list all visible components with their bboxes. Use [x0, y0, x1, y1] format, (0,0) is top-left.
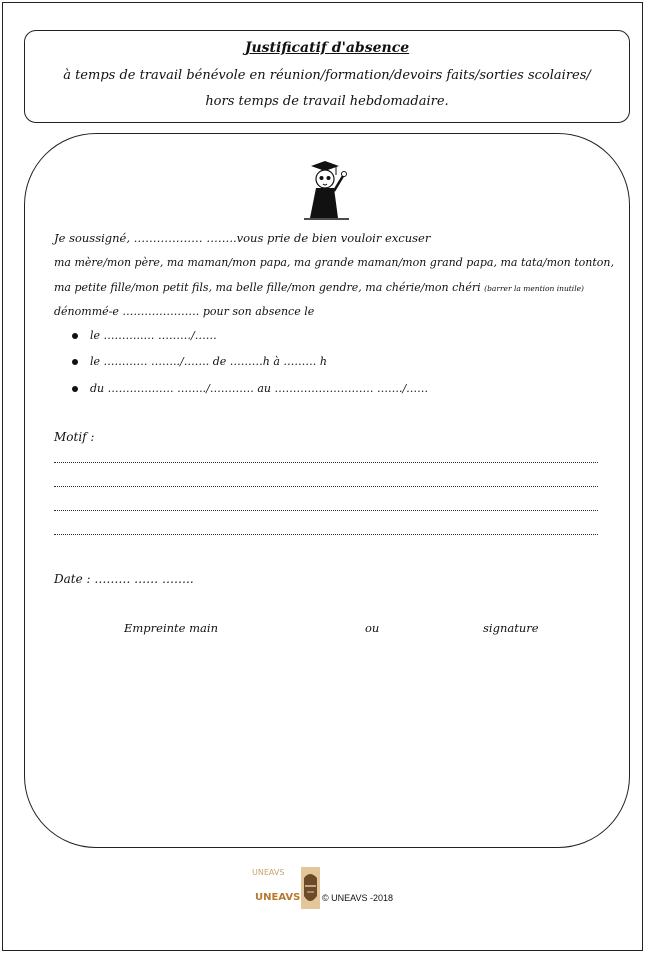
ou-label: ou	[365, 621, 380, 635]
bullet-text: le ………… ……../……. de ………h à ……… h	[90, 355, 327, 368]
uneavs-logo	[251, 866, 321, 910]
date-bullet-3	[72, 382, 428, 395]
bullet-dot	[72, 386, 78, 392]
header-box	[24, 30, 630, 123]
signature-label: signature	[483, 621, 539, 635]
motif-dotted-line	[54, 510, 598, 511]
motif-dotted-line	[54, 534, 598, 535]
date-bullet-1	[72, 329, 217, 342]
motif-dotted-line	[54, 462, 598, 463]
denomme-line: dénommé-e ………………… pour son absence le	[54, 305, 315, 318]
graduate-owl-illustration	[301, 158, 353, 224]
soussigne-line: Je soussigné, ……………… ……..vous prie de bien vouloir excuser	[54, 231, 431, 245]
date-line: Date : ……… …… ……..	[54, 572, 194, 586]
document-title: Justificatif d'absence	[244, 40, 410, 56]
relation-line-2-text: ma petite fille/mon petit fils, ma belle fille/mon gendre, ma chérie/mon chéri	[54, 281, 481, 294]
date-bullet-2	[72, 355, 327, 368]
empreinte-main-label: Empreinte main	[124, 621, 218, 635]
motif-label: Motif :	[54, 430, 95, 444]
relation-note: (barrer la mention inutile)	[484, 284, 584, 293]
relation-line-2	[54, 281, 584, 294]
copyright-text: © UNEAVS -2018	[322, 893, 393, 903]
bullet-dot	[72, 359, 78, 365]
svg-text:UNEAVS: UNEAVS	[255, 892, 301, 903]
motif-dotted-line	[54, 486, 598, 487]
relation-line-1: ma mère/mon père, ma maman/mon papa, ma grande maman/mon grand papa, ma tata/mon tonton,	[54, 256, 615, 269]
subtitle-line-1: à temps de travail bénévole en réunion/formation/devoirs faits/sorties scolaires/	[63, 68, 591, 83]
bullet-text: le ………..… ………/……	[90, 329, 217, 342]
bullet-text: du ……………… ……../………… au ……………………… ……./……	[90, 382, 429, 395]
subtitle-line-2: hors temps de travail hebdomadaire.	[205, 94, 449, 109]
bullet-dot	[72, 333, 78, 339]
svg-text:UNEAVS: UNEAVS	[252, 868, 285, 877]
